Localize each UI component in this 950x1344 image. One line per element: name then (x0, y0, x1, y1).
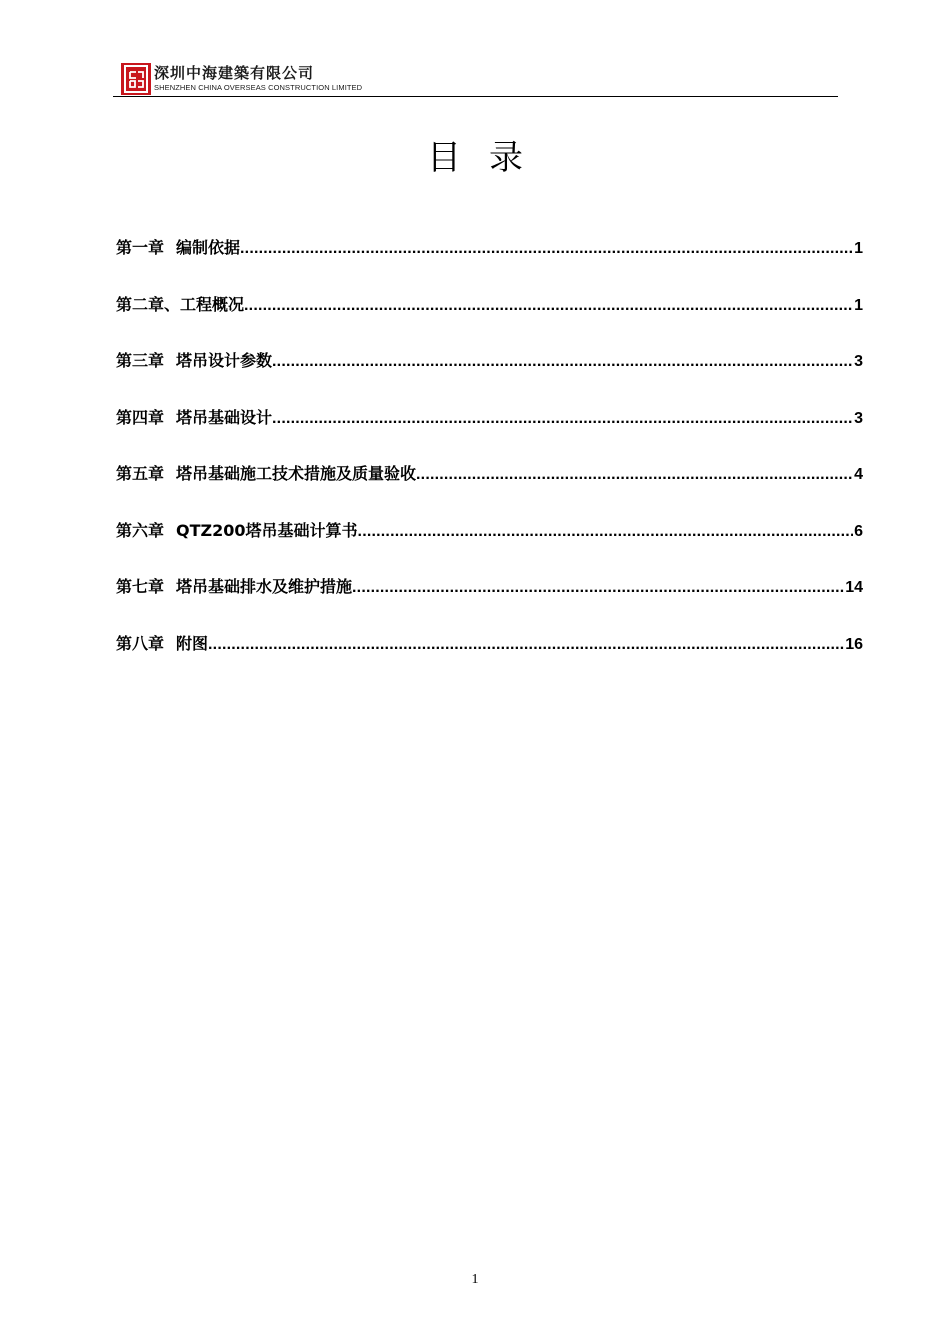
toc-title: 附图 (176, 633, 209, 653)
toc-page: 3 (854, 353, 863, 370)
footer-page-number: 1 (471, 1272, 479, 1287)
toc-chapter: 第三章 (116, 351, 165, 370)
toc-leader (244, 297, 853, 315)
page-title: 目录 (427, 138, 551, 178)
toc-title: 塔吊基础设计 (176, 407, 273, 427)
table-of-contents (116, 235, 863, 687)
toc-title: 塔吊基础施工技术措施及质量验收 (176, 464, 417, 483)
toc-chapter: 第二章、 (116, 294, 181, 314)
toc-leader (272, 410, 853, 428)
toc-leader (272, 353, 853, 371)
toc-page: 3 (854, 409, 863, 427)
document-header (118, 62, 838, 98)
company-name-chinese: 深圳中海建築有限公司 (154, 64, 315, 82)
toc-chapter: 第八章 (116, 633, 165, 653)
toc-chapter: 第七章 (116, 577, 165, 596)
toc-leader (352, 579, 844, 597)
toc-leader (208, 636, 844, 654)
toc-chapter: 第四章 (116, 407, 165, 427)
toc-entry[interactable] (116, 235, 863, 292)
toc-page: 14 (845, 579, 863, 596)
header-divider (113, 96, 838, 97)
toc-chapter: 第五章 (116, 464, 165, 483)
toc-chapter: 第一章 (116, 238, 165, 257)
toc-leader (240, 240, 853, 258)
toc-title: 工程概况 (180, 294, 245, 314)
toc-page: 1 (854, 240, 863, 257)
toc-page: 4 (854, 466, 863, 483)
toc-title: QTZ200塔吊基础计算书 (176, 520, 358, 540)
toc-title: 塔吊基础排水及维护措施 (176, 577, 353, 596)
toc-entry[interactable] (116, 461, 863, 518)
toc-entry[interactable] (116, 348, 863, 405)
toc-entry[interactable] (116, 631, 863, 688)
toc-title: 编制依据 (176, 238, 241, 257)
toc-leader (416, 466, 853, 484)
toc-page: 1 (854, 296, 863, 314)
toc-page: 16 (845, 635, 863, 653)
toc-entry[interactable] (116, 574, 863, 631)
cscec-logo-icon (121, 63, 151, 95)
toc-entry[interactable] (116, 292, 863, 349)
toc-title: 塔吊设计参数 (176, 351, 273, 370)
toc-page: 6 (854, 522, 863, 540)
toc-leader (358, 523, 854, 541)
toc-entry[interactable] (116, 405, 863, 462)
toc-chapter: 第六章 (116, 520, 165, 540)
company-name-english: SHENZHEN CHINA OVERSEAS CONSTRUCTION LIMITED (154, 83, 363, 92)
toc-entry[interactable] (116, 518, 863, 575)
